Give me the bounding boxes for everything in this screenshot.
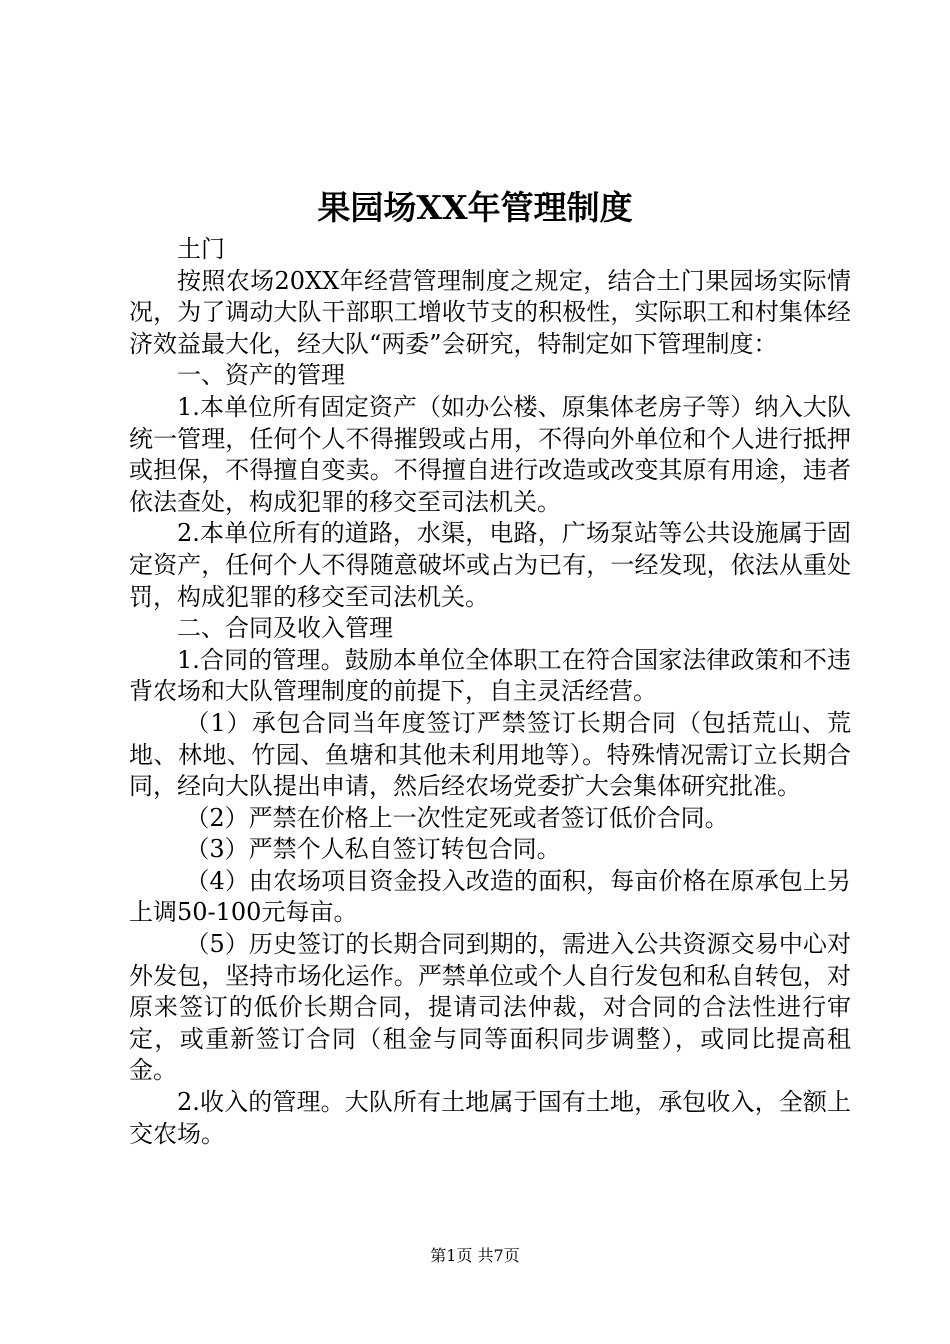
list-item: （5）历史签订的长期合同到期的，需进入公共资源交易中心对外发包，坚持市场化运作。严禁单位或个人自行发包和私自转包，对原来签订的低价长期合同，提请司法仲裁，对合同的合法性进行审定，或重新签订合同（租金与同等面积同步调整），或同比提高租金。 [129,930,851,1085]
paragraph: 1.合同的管理。鼓励本单位全体职工在符合国家法律政策和不违背农场和大队管理制度的前提下，自主灵活经营。 [129,645,851,706]
page-footer: 第1页 共7页 [430,1246,520,1265]
document-title: 果园场XX年管理制度 [317,188,633,227]
list-item: （4）由农场项目资金投入改造的面积，每亩价格在原承包上另上调50-100元每亩。 [129,866,851,927]
intro-paragraph: 按照农场20XX年经营管理制度之规定，结合土门果园场实际情况，为了调动大队干部职工增收节支的积极性，实际职工和村集体经济效益最大化，经大队“两委”会研究，特制定如下管理制度： [129,266,851,358]
author-line: 土门 [177,235,225,263]
section-heading-assets: 一、资产的管理 [177,361,345,390]
paragraph: 2.本单位所有的道路，水渠，电路，广场泵站等公共设施属于固定资产，任何个人不得随意破坏或占为已有，一经发现，依法从重处罚，构成犯罪的移交至司法机关。 [129,519,851,611]
list-item: （3）严禁个人私自签订转包合同。 [185,835,561,864]
section-heading-contracts: 二、合同及收入管理 [177,614,393,643]
list-item: （1）承包合同当年度签订严禁签订长期合同（包括荒山、荒地、林地、竹园、鱼塘和其他未利用地等）。特殊情况需订立长期合同，经向大队提出申请，然后经农场党委扩大会集体研究批准。 [129,708,851,801]
paragraph: 2.收入的管理。大队所有土地属于国有土地，承包收入，全额上交农场。 [129,1088,851,1148]
list-item: （2）严禁在价格上一次性定死或者签订低价合同。 [185,803,729,832]
document-body [129,234,851,1150]
paragraph: 1.本单位所有固定资产（如办公楼、原集体老房子等）纳入大队统一管理，任何个人不得摧毁或占用，不得向外单位和个人进行抵押或担保，不得擅自变卖。不得擅自进行改造或改变其原有用途，违者依法查处，构成犯罪的移交至司法机关。 [129,392,851,516]
